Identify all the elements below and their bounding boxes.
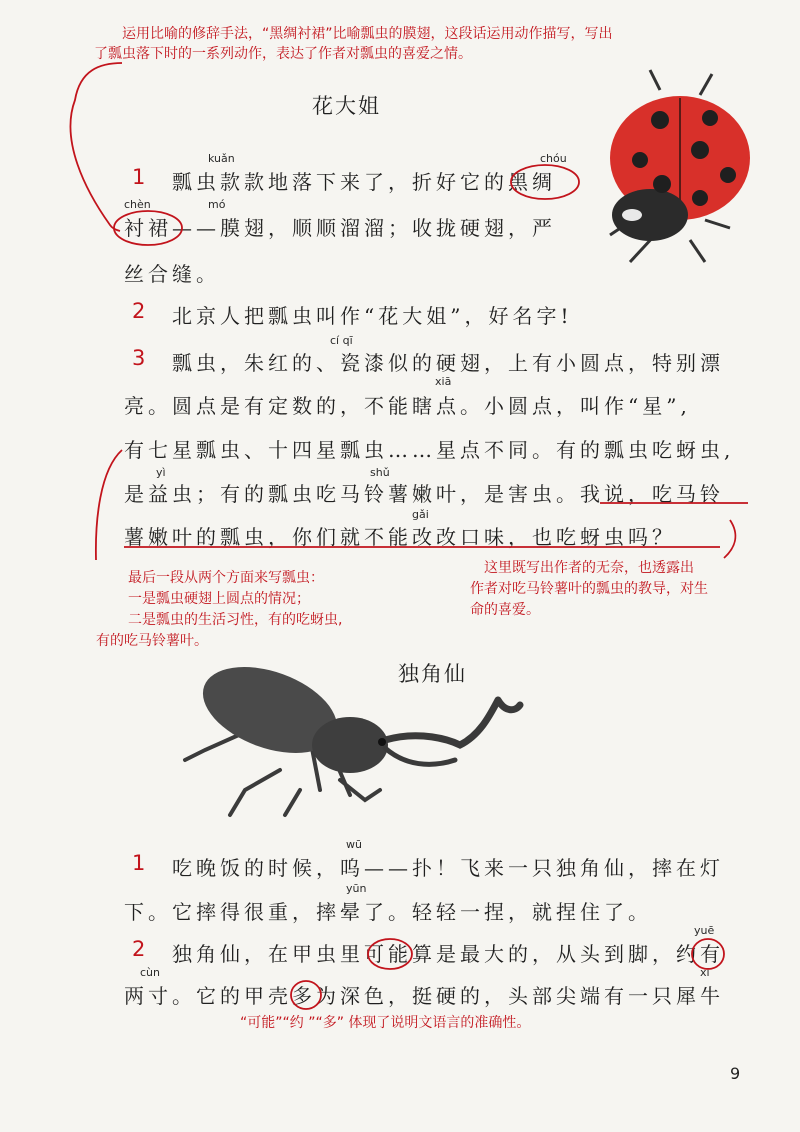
rhinoceros-beetle-icon: [185, 650, 520, 815]
pinyin: cí qī: [330, 334, 353, 347]
pinyin: yuē: [694, 924, 715, 937]
paragraph-number: 3: [132, 346, 146, 370]
text-line: 瓢虫款款地落下来了，折好它的黑绸: [172, 170, 556, 194]
left-annotation-line-4: 有的吃马铃薯叶。: [96, 633, 208, 649]
paragraph-number: 2: [132, 937, 146, 961]
pinyin: shǔ: [370, 466, 390, 479]
left-annotation-line-2: 一是瓢虫硬翅上圆点的情况；: [128, 591, 310, 607]
pinyin: xī: [700, 966, 710, 979]
text-line: 下。它摔得很重，摔晕了。轻轻一捏，就捏住了。: [124, 900, 652, 924]
text-line: 丝合缝。: [124, 262, 220, 286]
top-annotation-line-2: 了瓢虫落下时的一系列动作，表达了作者对瓢虫的喜爱之情。: [94, 46, 472, 62]
right-annotation-line-1: 这里既写出作者的无奈，也透露出: [484, 560, 694, 576]
pinyin: chóu: [540, 152, 567, 165]
text-line: 有七星瓢虫、十四星瓢虫……星点不同。有的瓢虫吃蚜虫,: [124, 438, 735, 462]
page-number: 9: [730, 1064, 741, 1083]
text-line: 吃晚饭的时候，呜——扑！飞来一只独角仙，摔在灯: [172, 856, 724, 880]
pinyin: wū: [346, 838, 362, 851]
circle-mark: [511, 165, 579, 199]
circle-mark: [114, 211, 182, 245]
pinyin: gǎi: [412, 508, 429, 521]
section-title-huadajie: 花大姐: [312, 94, 381, 118]
left-annotation-line-3: 二是瓢虫的生活习性，有的吃蚜虫,: [128, 612, 343, 628]
left-annotation-line-1: 最后一段从两个方面来写瓢虫：: [128, 570, 324, 586]
text-line: 是益虫；有的瓢虫吃马铃薯嫩叶，是害虫。我说，吃马铃: [124, 482, 724, 506]
circle-mark: [692, 939, 724, 969]
paragraph-number: 1: [132, 165, 146, 189]
text-line: 独角仙，在甲虫里可能算是最大的，从头到脚，约有: [172, 942, 724, 966]
circle-mark: [291, 981, 321, 1009]
text-line: 亮。圆点是有定数的，不能瞎点。小圆点，叫作“星”,: [124, 394, 691, 418]
text-line: 瓢虫，朱红的、瓷漆似的硬翅，上有小圆点，特别漂: [172, 351, 724, 375]
pinyin: chèn: [124, 198, 151, 211]
pinyin: kuǎn: [208, 152, 235, 165]
ladybug-icon: [610, 70, 750, 262]
pinyin: mó: [208, 198, 226, 211]
text-line: 两寸。它的甲壳多为深色，挺硬的，头部尖端有一只犀牛: [124, 984, 724, 1008]
pinyin: yì: [156, 466, 166, 479]
right-annotation-line-3: 命的喜爱。: [470, 602, 540, 618]
pinyin: xiā: [435, 375, 452, 388]
bottom-annotation: “可能”“约 ”“多” 体现了说明文语言的准确性。: [240, 1015, 531, 1031]
text-line: 衬裙——膜翅，顺顺溜溜；收拢硬翅，严: [124, 216, 556, 240]
text-line: 北京人把瓢虫叫作“花大姐”，好名字!: [172, 304, 573, 328]
pinyin: cùn: [140, 966, 160, 979]
circle-mark: [368, 939, 412, 969]
text-line: 薯嫩叶的瓢虫，你们就不能改改口味，也吃蚜虫吗？: [124, 525, 676, 549]
top-annotation-line-1: 运用比喻的修辞手法，“黑绸衬裙”比喻瓢虫的膜翅，这段话运用动作描写，写出: [122, 26, 613, 42]
pinyin: yūn: [346, 882, 367, 895]
paragraph-number: 1: [132, 851, 146, 875]
paragraph-number: 2: [132, 299, 146, 323]
right-annotation-line-2: 作者对吃马铃薯叶的瓢虫的教导，对生: [470, 581, 708, 597]
section-title-dujiaoxian: 独角仙: [398, 662, 467, 686]
